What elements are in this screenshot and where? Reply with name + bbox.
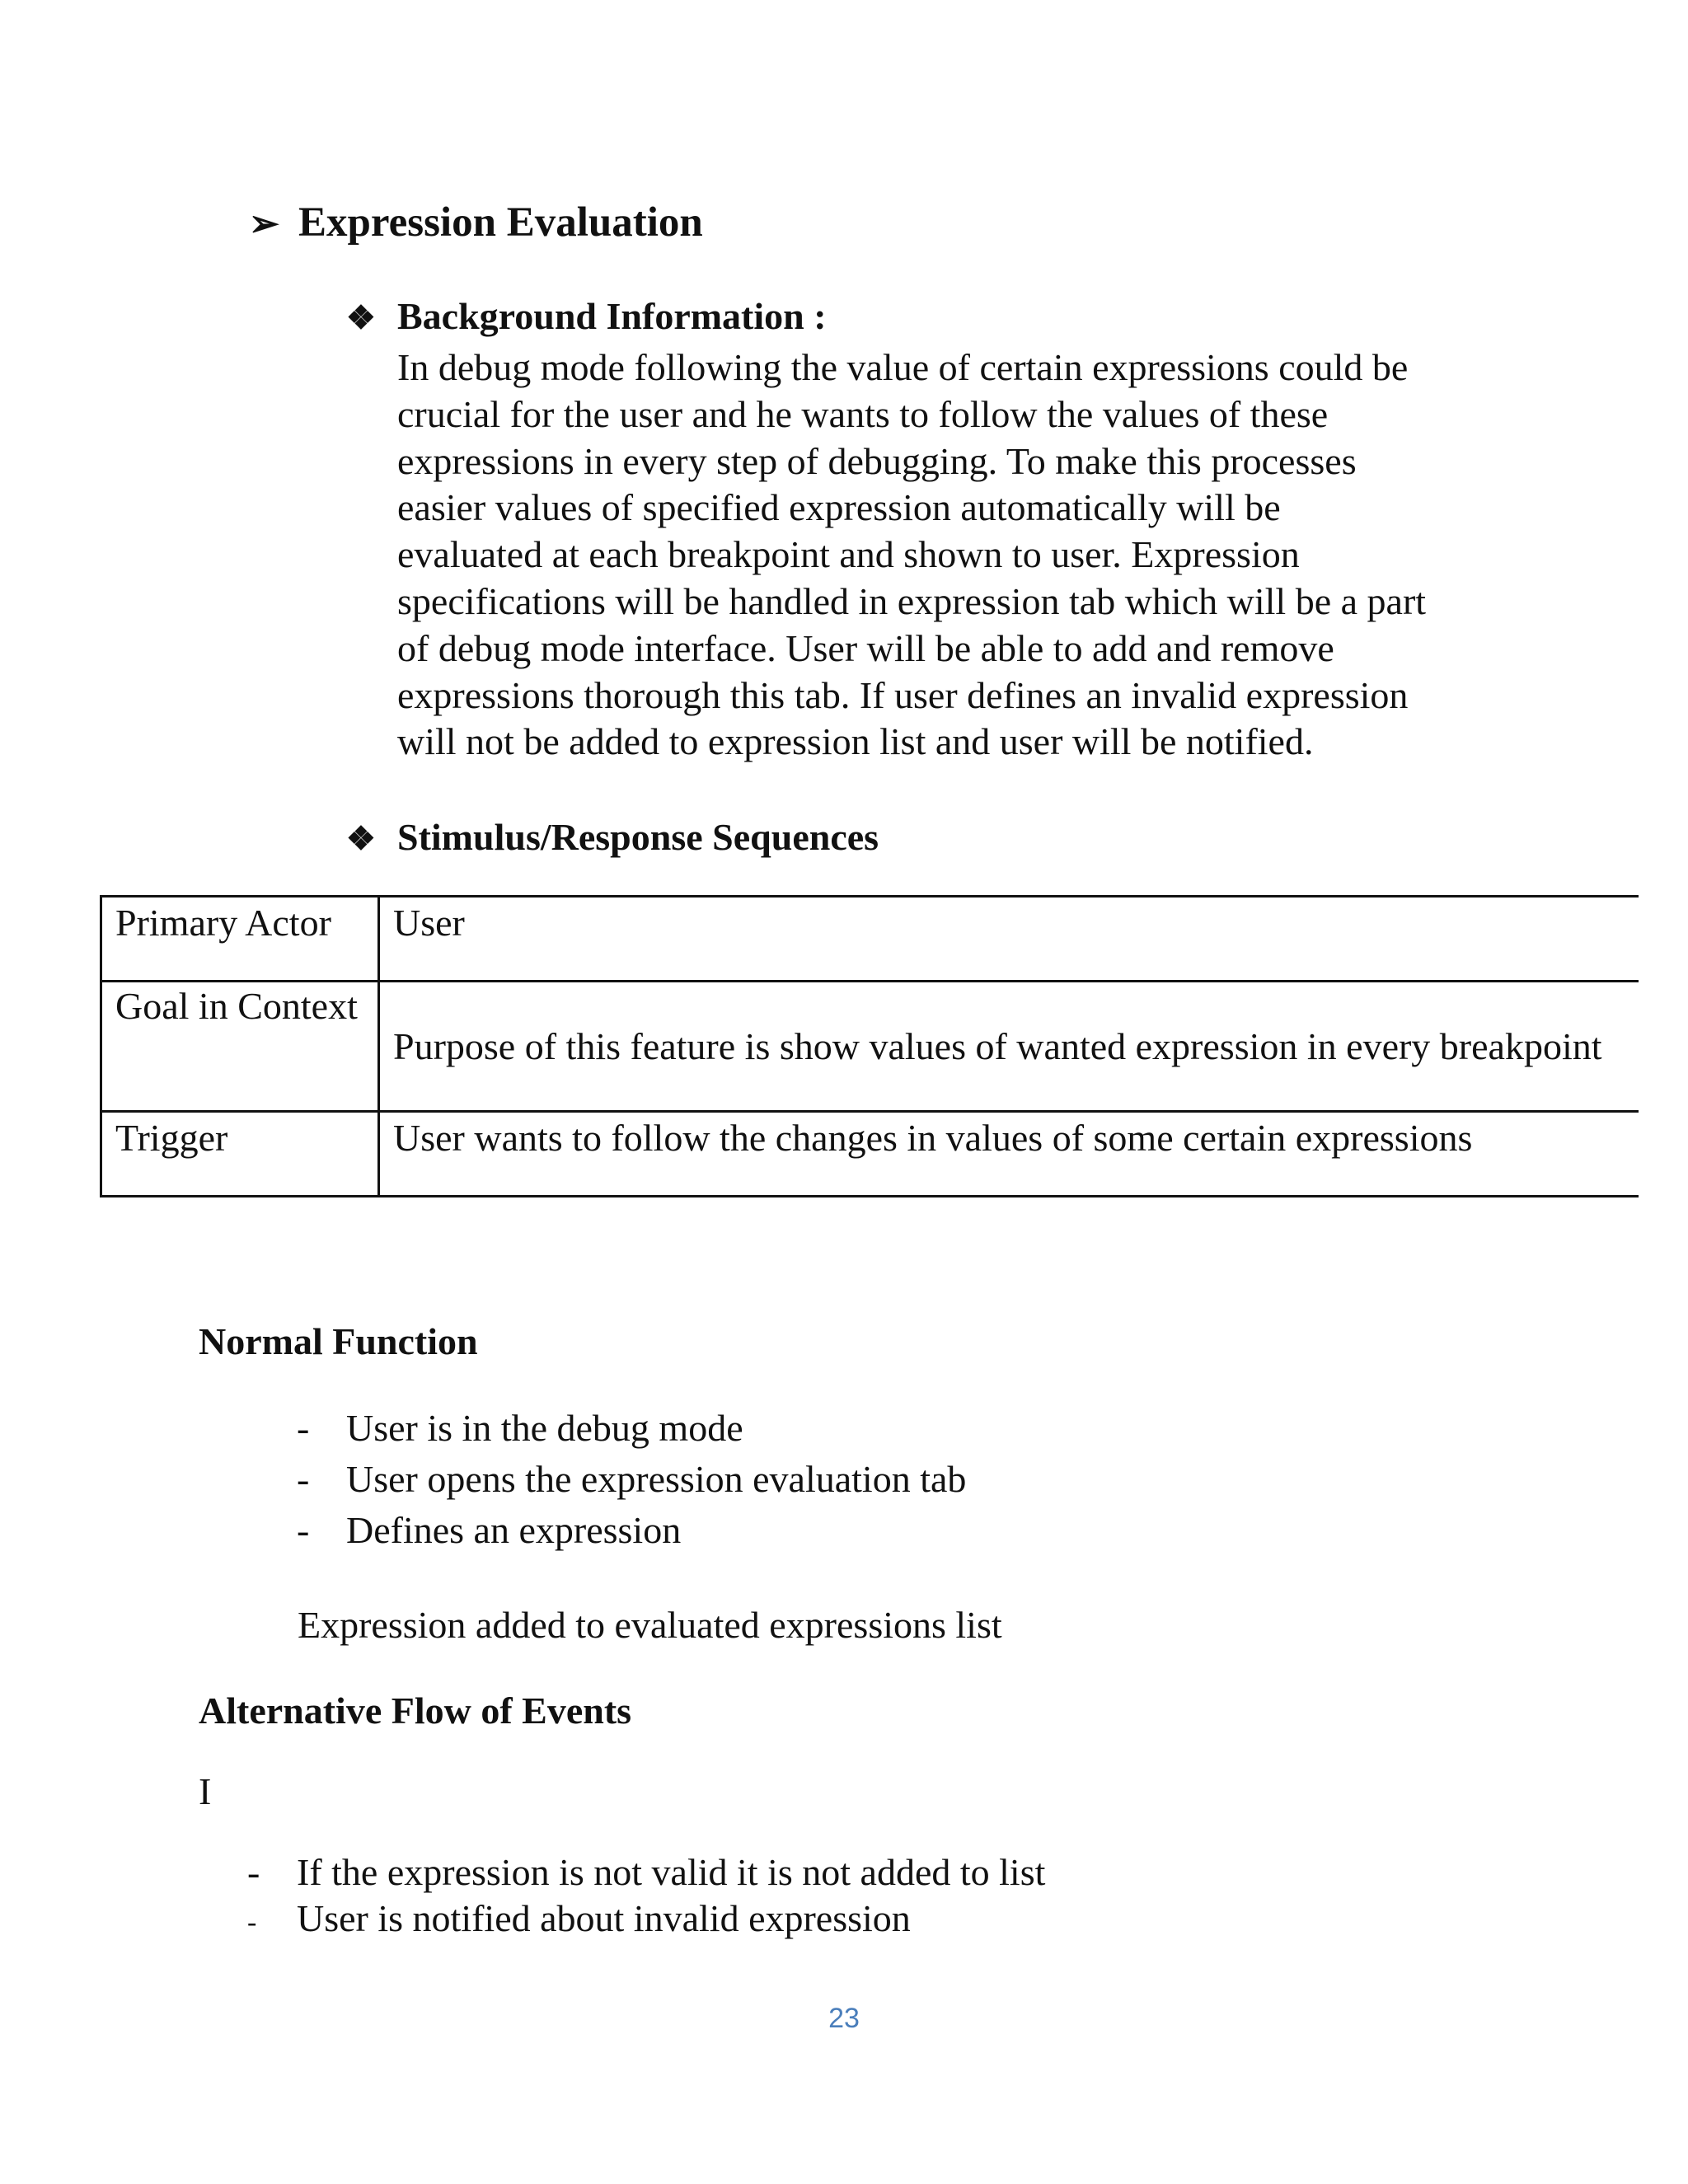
section-title: Expression Evaluation	[298, 199, 703, 246]
list-item-text: Defines an expression	[346, 1509, 682, 1551]
background-paragraph	[397, 344, 1502, 766]
paragraph-line: crucial for the user and he wants to follow the values of these	[397, 392, 1329, 435]
dash-bullet: -	[297, 1407, 310, 1449]
diamond-bullet-icon: ❖	[346, 820, 376, 857]
paragraph-line: will not be added to expression list and user will be notified.	[397, 720, 1314, 763]
dash-bullet: -	[247, 1851, 260, 1893]
list-item	[247, 1896, 1045, 1946]
dash-bullet: -	[297, 1458, 310, 1500]
paragraph-line: of debug mode interface. User will be able to add and remove	[397, 626, 1334, 669]
list-item-text: User is notified about invalid expression	[297, 1897, 911, 1939]
stimulus-heading	[346, 814, 879, 862]
paragraph-line: expressions thorough this tab. If user defines an invalid expression	[397, 673, 1409, 716]
list-item-text: User is in the debug mode	[346, 1407, 743, 1449]
background-heading	[346, 293, 827, 341]
list-item	[297, 1505, 966, 1556]
page-edge	[1639, 874, 1688, 1203]
table-row	[101, 982, 1648, 1112]
table-row	[101, 897, 1648, 982]
table-value-cell: Purpose of this feature is show values of wanted expression in every breakpoint	[379, 982, 1648, 1112]
diamond-bullet-icon: ❖	[346, 299, 376, 336]
normal-function-steps	[297, 1403, 966, 1556]
paragraph-line: In debug mode following the value of certain expressions could be	[397, 346, 1409, 388]
table-label-cell: Primary Actor	[101, 897, 379, 982]
paragraph-line: easier values of specified expression automatically will be	[397, 486, 1281, 529]
paragraph-line: evaluated at each breakpoint and shown to user. Expression	[397, 533, 1300, 576]
arrow-bullet-icon: ➢	[249, 204, 279, 244]
use-case-table	[100, 895, 1648, 1197]
dash-bullet: -	[247, 1907, 257, 1938]
table-label-cell: Goal in Context	[101, 982, 379, 1112]
table-value-cell: User	[379, 897, 1648, 982]
paragraph-line: specifications will be handled in expression tab which will be a part	[397, 579, 1427, 622]
list-item	[297, 1454, 966, 1505]
list-item-text: User opens the expression evaluation tab	[346, 1458, 967, 1500]
alternative-flow-marker: I	[199, 1770, 212, 1812]
list-item	[247, 1849, 1045, 1896]
normal-function-heading: Normal Function	[199, 1320, 478, 1362]
stimulus-heading-text: Stimulus/Response Sequences	[397, 816, 879, 858]
alternative-flow-steps	[247, 1849, 1045, 1946]
paragraph-line: expressions in every step of debugging. To make this processes	[397, 439, 1357, 482]
dash-bullet: -	[297, 1509, 310, 1551]
background-heading-text: Background Information :	[397, 295, 827, 337]
table-label-cell: Trigger	[101, 1112, 379, 1197]
normal-function-result: Expression added to evaluated expressions list	[298, 1604, 1002, 1646]
list-item-text: If the expression is not valid it is not added to list	[297, 1851, 1046, 1893]
section-heading	[249, 198, 703, 249]
page-number: 23	[828, 2003, 860, 2034]
table-row	[101, 1112, 1648, 1197]
table-value-cell: User wants to follow the changes in values of some certain expressions	[379, 1112, 1648, 1197]
alternative-flow-heading: Alternative Flow of Events	[199, 1690, 632, 1732]
list-item	[297, 1403, 966, 1454]
